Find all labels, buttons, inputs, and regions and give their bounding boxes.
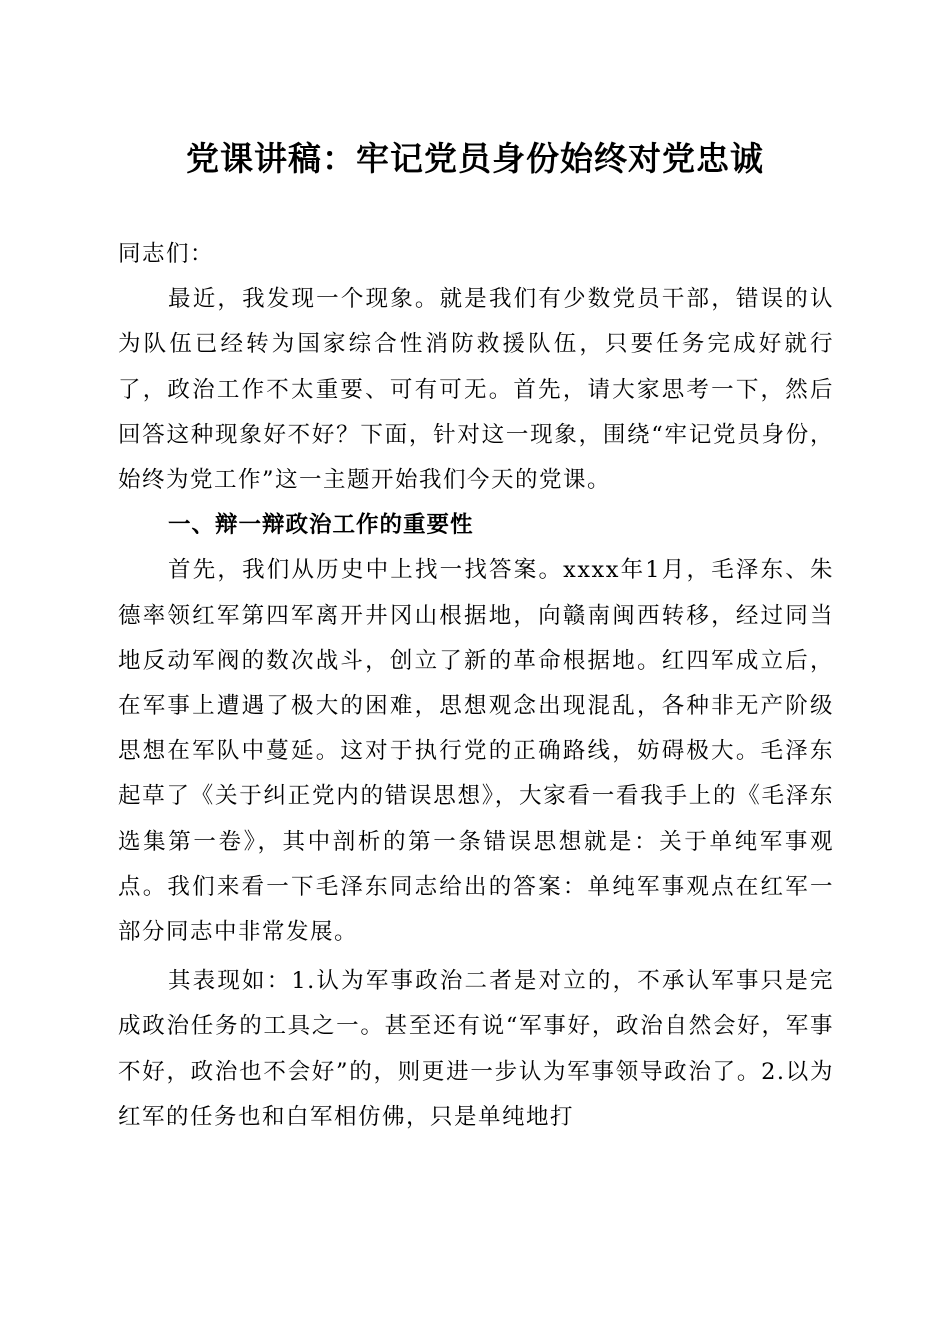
paragraph-manifestations: 其表现如：1.认为军事政治二者是对立的，不承认军事只是完成政治任务的工具之一。甚至还有说“军事好，政治自然会好，军事不好，政治也不会好”的，则更进一步认为军事领导政治了。2.以为红军的任务也和白军相仿佛，只是单纯地打 bbox=[118, 968, 834, 1130]
paragraph-intro: 最近，我发现一个现象。就是我们有少数党员干部，错误的认为队伍已经转为国家综合性消防救援队伍，只要任务完成好就行了，政治工作不太重要、可有可无。首先，请大家思考一下，然后回答这种现象好不好？下面，针对这一现象，围绕“牢记党员身份，始终为党工作”这一主题开始我们今天的党课。 bbox=[118, 286, 834, 494]
salutation: 同志们： bbox=[118, 241, 215, 267]
section-heading: 一、辩一辩政治工作的重要性 bbox=[168, 512, 474, 539]
document-body bbox=[118, 232, 834, 1140]
document-title: 党课讲稿：牢记党员身份始终对党忠诚 bbox=[186, 139, 764, 178]
paragraph-history: 首先，我们从历史中上找一找答案。xxxx年1月，毛泽东、朱德率领红军第四军离开井冈山根据地，向赣南闽西转移，经过同当地反动军阀的数次战斗，创立了新的革命根据地。红四军成立后，在军事上遭遇了极大的困难，思想观念出现混乱，各种非无产阶级思想在军队中蔓延。这对于执行党的正确路线，妨碍极大。毛泽东起草了《关于纠正党内的错误思想》，大家看一看我手上的《毛泽东选集第一卷》，其中剖析的第一条错误思想就是：关于单纯军事观点。我们来看一下毛泽东同志给出的答案：单纯军事观点在红军一部分同志中非常发展。 bbox=[118, 557, 834, 946]
